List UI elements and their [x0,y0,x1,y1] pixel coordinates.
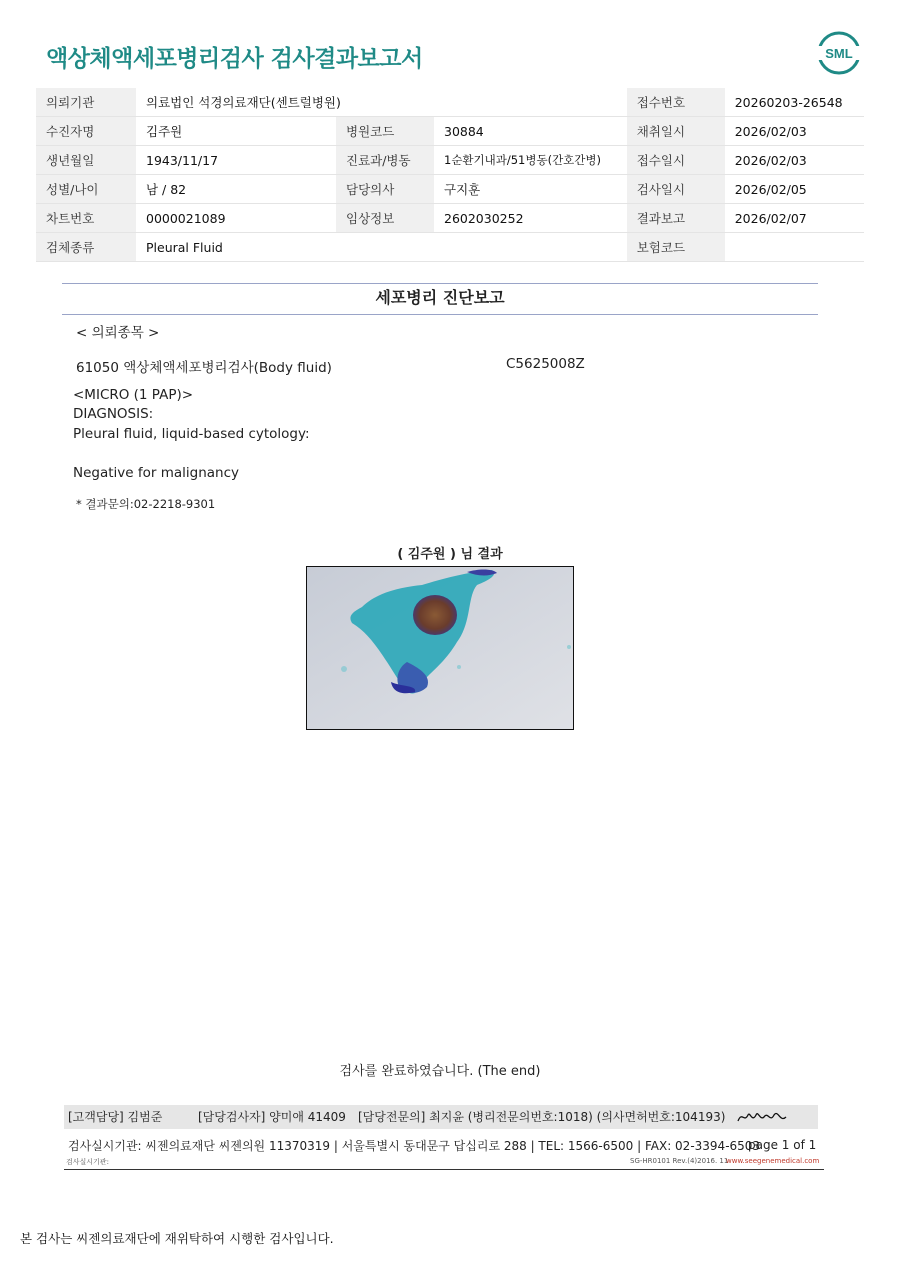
specialist: [담당전문의] 최지윤 (병리전문의번호:1018) (의사면허번호:104193) [358,1110,726,1124]
info-row [36,204,864,233]
end-text: 검사를 완료하였습니다. (The end) [339,1064,541,1079]
logo-text: SML [825,46,853,61]
collection-date: 2026/02/03 [725,117,864,146]
order-header: < 의뢰종목 > [76,325,160,341]
info-row [36,117,864,146]
label-sex-age: 성별/나이 [36,175,136,204]
footer-staff-bar [64,1105,818,1129]
page-number: page 1 of 1 [748,1138,817,1152]
report-date: 2026/02/07 [725,204,864,233]
institution-info: 검사실시기관: 씨젠의료재단 씨젠의원 11370319 | 서울특별시 동대문구 답십리로 288 | TEL: 1566-6500 | FAX: 02-3394-6503 [68,1139,761,1153]
report-title: 액상체액세포병리검사 검사결과보고서 [46,46,423,72]
info-row [36,175,864,204]
footer-small-line [64,1156,824,1170]
label-patient-name: 수진자명 [36,117,136,146]
requesting-institution: 의료법인 석경의료재단(센트럴병원) [136,88,627,117]
customer-rep: [고객담당] 김범준 [68,1110,163,1124]
label-test-date: 검사일시 [627,175,725,204]
order-code: C5625008Z [506,356,585,372]
chart-number: 0000021089 [136,204,336,233]
form-revision: SG-HR0101 Rev.(4)2016. 11 [630,1157,729,1165]
label-receipt-number: 접수번호 [627,88,725,117]
info-row [36,233,864,262]
small-left-label: 검사실시기관: [66,1158,109,1166]
section-title: 세포병리 진단보고 [62,283,818,315]
diagnosis-result: Negative for malignancy [73,465,240,481]
label-collection-date: 채취일시 [627,117,725,146]
inquiry-phone: * 결과문의:02-2218-9301 [76,497,216,511]
specimen-description: Pleural fluid, liquid-based cytology: [73,426,310,442]
clinical-info: 2602030252 [434,204,627,233]
label-clinical-info: 임상정보 [336,204,434,233]
test-date: 2026/02/05 [725,175,864,204]
patient-name: 김주원 [136,117,336,146]
micro-label: <MICRO (1 PAP)> [73,387,194,403]
info-row [36,88,864,117]
doctor: 구지훈 [434,175,627,204]
label-doctor: 담당의사 [336,175,434,204]
image-caption: ( 김주원 ) 님 결과 [397,547,503,562]
label-requesting-institution: 의뢰기관 [36,88,136,117]
label-insurance-code: 보험코드 [627,233,725,262]
department: 1순환기내과/51병동(간호간병) [434,146,627,175]
insurance-code [725,233,864,262]
sex-age: 남 / 82 [136,175,336,204]
info-row [36,146,864,175]
label-birth-date: 생년월일 [36,146,136,175]
label-specimen-type: 검체종류 [36,233,136,262]
sml-logo [816,30,862,76]
specimen-type: Pleural Fluid [136,233,627,262]
patient-info-table [36,88,864,262]
hospital-code: 30884 [434,117,627,146]
birth-date: 1943/11/17 [136,146,336,175]
examiner: [담당검사자] 양미애 41409 [198,1110,346,1124]
label-hospital-code: 병원코드 [336,117,434,146]
label-receipt-date: 접수일시 [627,146,725,175]
receipt-number: 20260203-26548 [725,88,864,117]
website-link[interactable]: www.seegenemedical.com [726,1157,820,1165]
diagnosis-label: DIAGNOSIS: [73,406,154,422]
label-report-date: 결과보고 [627,204,725,233]
signature-image [734,1107,794,1127]
label-department: 진료과/병동 [336,146,434,175]
receipt-date: 2026/02/03 [725,146,864,175]
label-chart-number: 차트번호 [36,204,136,233]
cytology-image [306,566,574,730]
outsourcing-note: 본 검사는 씨젠의료재단에 재위탁하여 시행한 검사입니다. [20,1231,334,1246]
order-item: 61050 액상체액세포병리검사(Body fluid) [76,360,332,376]
